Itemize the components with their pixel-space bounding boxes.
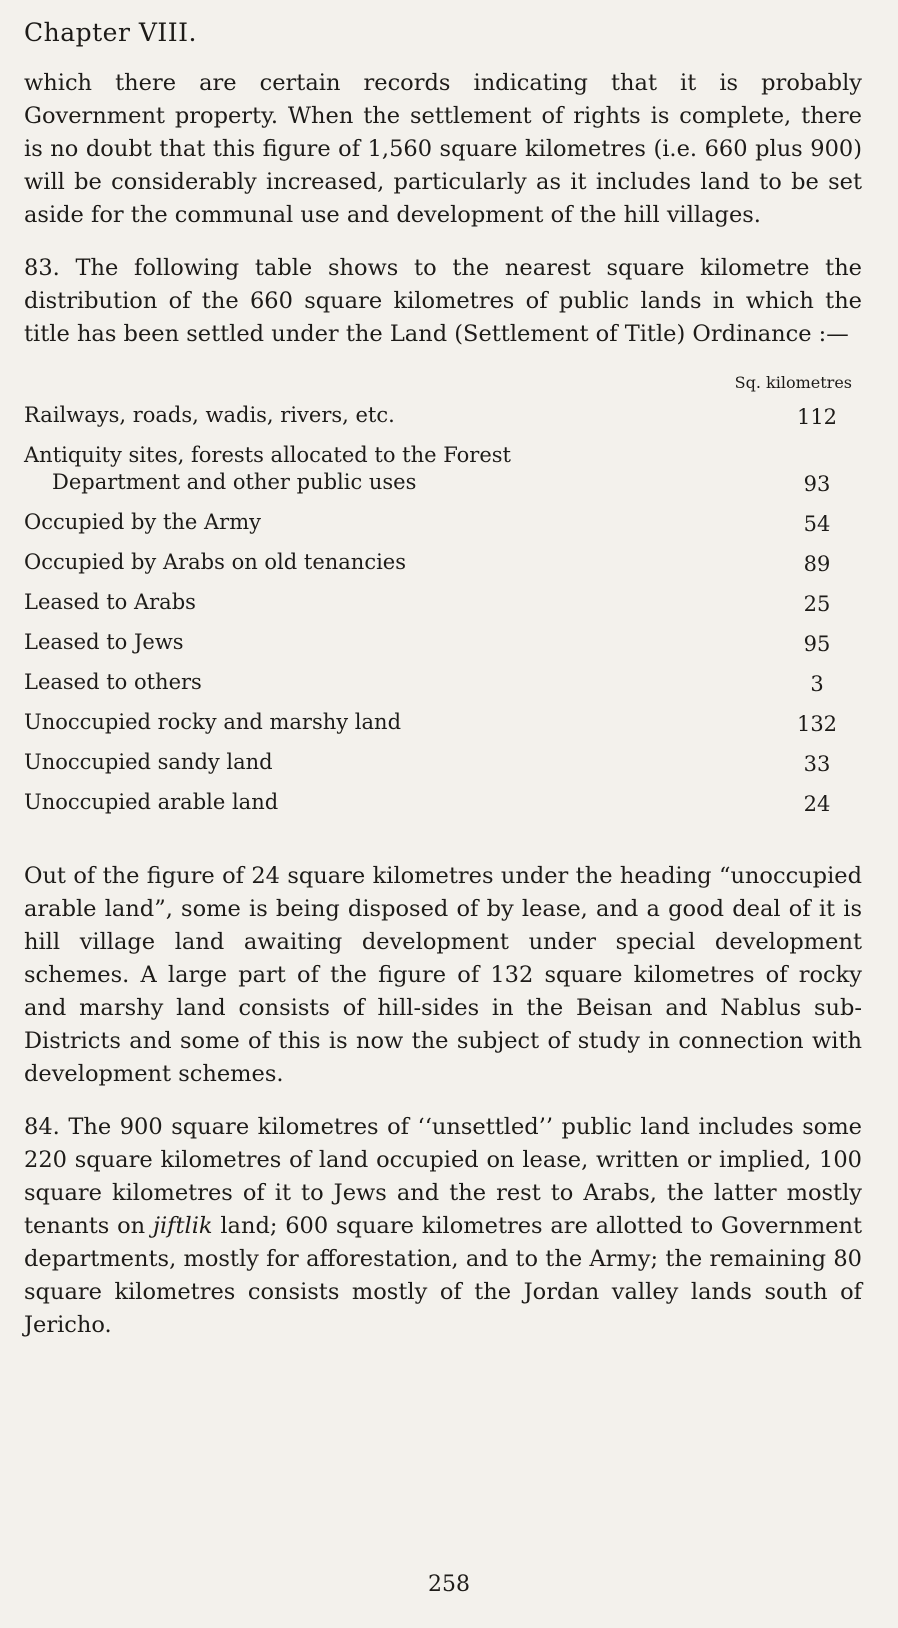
row-value: 54	[803, 512, 831, 536]
row-value: 24	[803, 792, 831, 816]
table-row	[24, 789, 862, 816]
row-label: Antiquity sites, forests allocated to the Forest	[24, 443, 511, 467]
table-row	[24, 709, 862, 736]
row-value: 95	[803, 632, 831, 656]
row-label: Unoccupied sandy land	[24, 750, 273, 774]
table-row	[24, 549, 862, 576]
row-value: 93	[803, 472, 831, 496]
row-label: Occupied by the Army	[24, 510, 261, 534]
page-number: 258	[428, 1572, 470, 1597]
table-row	[24, 402, 862, 429]
table-row	[24, 749, 862, 776]
paragraph-continued: which there are certain records indicating that it is probably Government property. When the settlement of rights is complete, there is no doubt that this figure of 1,560 square kilometres (i.e. 660 plus 900) will be considerably increased, particularly as it includes land to be set aside for the communal use and development of the hill villages.	[24, 70, 862, 228]
paragraph-unoccupied-land: Out of the figure of 24 square kilometres under the heading “unoccupied arable land”, some is being disposed of by lease, and a good deal of it is hill village land awaiting development under special development schemes. A large part of the figure of 132 square kilometres of rocky and marshy land consists of hill-sides in the Beisan and Nablus sub-Districts and some of this is now the subject of study in connection with development schemes.	[24, 863, 862, 1087]
row-value: 33	[803, 752, 831, 776]
row-label: Railways, roads, wadis, rivers, etc.	[24, 403, 395, 427]
paragraph-83: 83. The following table shows to the nearest square kilometre the distribution of the 660 square kilometres of public lands in which the title has been settled under the Land (Settlement of Title) Ordinance :—	[24, 255, 862, 347]
table-row	[24, 589, 862, 616]
row-value: 132	[796, 712, 838, 736]
italic-term: jiftlik	[152, 1213, 213, 1239]
row-value: 89	[803, 552, 831, 576]
land-distribution-table	[24, 402, 862, 816]
table-row	[24, 509, 862, 536]
row-label: Leased to Arabs	[24, 590, 196, 614]
row-label: Leased to others	[24, 670, 202, 694]
row-value: 3	[810, 672, 824, 696]
table-unit-label: Sq. kilometres	[734, 373, 852, 392]
row-label: Leased to Jews	[24, 630, 184, 654]
table-row	[24, 669, 862, 696]
row-label: Unoccupied rocky and marshy land	[24, 710, 402, 734]
row-label: Unoccupied arable land	[24, 790, 279, 814]
row-label: Occupied by Arabs on old tenancies	[24, 550, 407, 574]
table-row	[24, 442, 862, 496]
row-value: 112	[796, 405, 838, 429]
paragraph-84: 84. The 900 square kilometres of ‘‘unsettled’’ public land includes some 220 square kilometres of land occupied on lease, written or implied, 100 square kilometres of it to Jews and the rest to Arabs, the latter mostly tenants on jiftlik land; 600 square kilometres are allotted to Government departments, mostly for afforestation, and to the Army; the remaining 80 square kilometres consists mostly of the Jordan valley lands south of Jericho.	[24, 1114, 862, 1338]
table-row	[24, 629, 862, 656]
row-value: 25	[803, 592, 831, 616]
chapter-heading: Chapter VIII.	[24, 18, 198, 47]
row-label-continued: Department and other public uses	[52, 470, 417, 494]
